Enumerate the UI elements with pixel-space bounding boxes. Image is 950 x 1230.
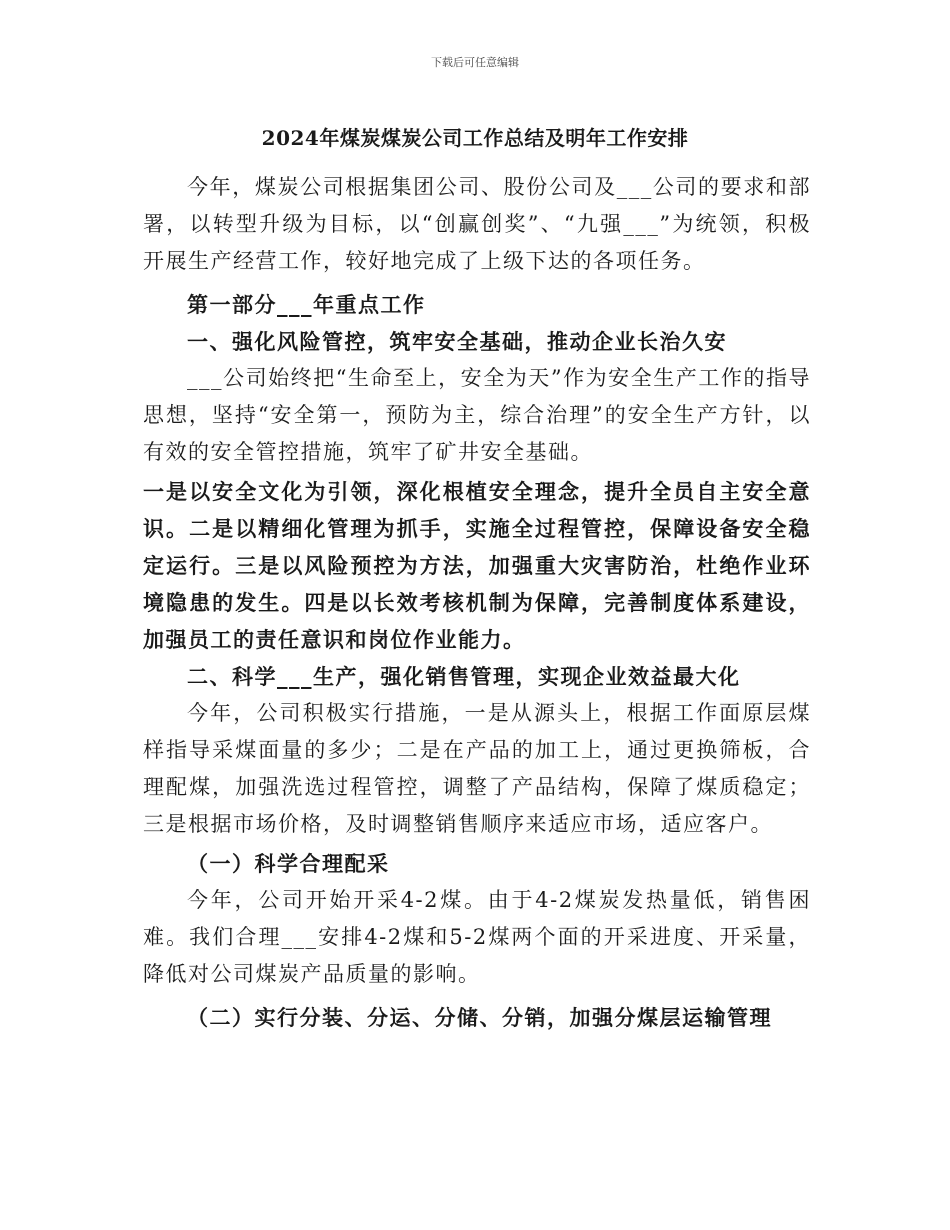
document-body xyxy=(143,169,811,1036)
subsection-1-paragraph: 今年，公司开始开采4-2煤。由于4-2煤炭发热量低，销售困难。我们合理___安排4-2煤和5-2煤两个面的开采进度、开采量，降低对公司煤炭产品质量的影响。 xyxy=(143,888,811,986)
intro-paragraph: 今年，煤炭公司根据集团公司、股份公司及___公司的要求和部署，以转型升级为目标，以“创赢创奖”、“九强___”为统领，积极开展生产经营工作，较好地完成了上级下达的各项任务。 xyxy=(143,175,811,273)
section-1-bold-paragraph: 一是以安全文化为引领，深化根植安全理念，提升全员自主安全意识。二是以精细化管理为抓手，实施全过程管控，保障设备安全稳定运行。三是以风险预控为方法，加强重大灾害防治，杜绝作业环境隐患的发生。四是以长效考核机制为保障，完善制度体系建设，加强员工的责任意识和岗位作业能力。 xyxy=(143,479,811,652)
section-1-paragraph: ___公司始终把“生命至上，安全为天”作为安全生产工作的指导思想，坚持“安全第一，预防为主，综合治理”的安全生产方针，以有效的安全管控措施，筑牢了矿井安全基础。 xyxy=(143,366,811,464)
section-2-paragraph: 今年，公司积极实行措施，一是从源头上，根据工作面原层煤样指导采煤面量的多少；二是在产品的加工上，通过更换筛板，合理配煤，加强洗选过程管控，调整了产品结构，保障了煤质稳定；三是根据市场价格，及时调整销售顺序来适应市场，适应客户。 xyxy=(143,701,811,836)
subsection-heading-1: （一）科学合理配采 xyxy=(187,851,390,876)
section-heading-2: 二、科学___生产，强化销售管理，实现企业效益最大化 xyxy=(187,664,741,689)
page-header: 下载后可任意编辑 xyxy=(431,56,519,69)
document-title: 2024年煤炭煤炭公司工作总结及明年工作安排 xyxy=(261,126,689,150)
subsection-heading-2: （二）实行分装、分运、分储、分销，加强分煤层运输管理 xyxy=(187,1005,772,1030)
part-heading: 第一部分___年重点工作 xyxy=(187,292,426,317)
section-heading-1: 一、强化风险管控，筑牢安全基础，推动企业长治久安 xyxy=(187,329,727,354)
